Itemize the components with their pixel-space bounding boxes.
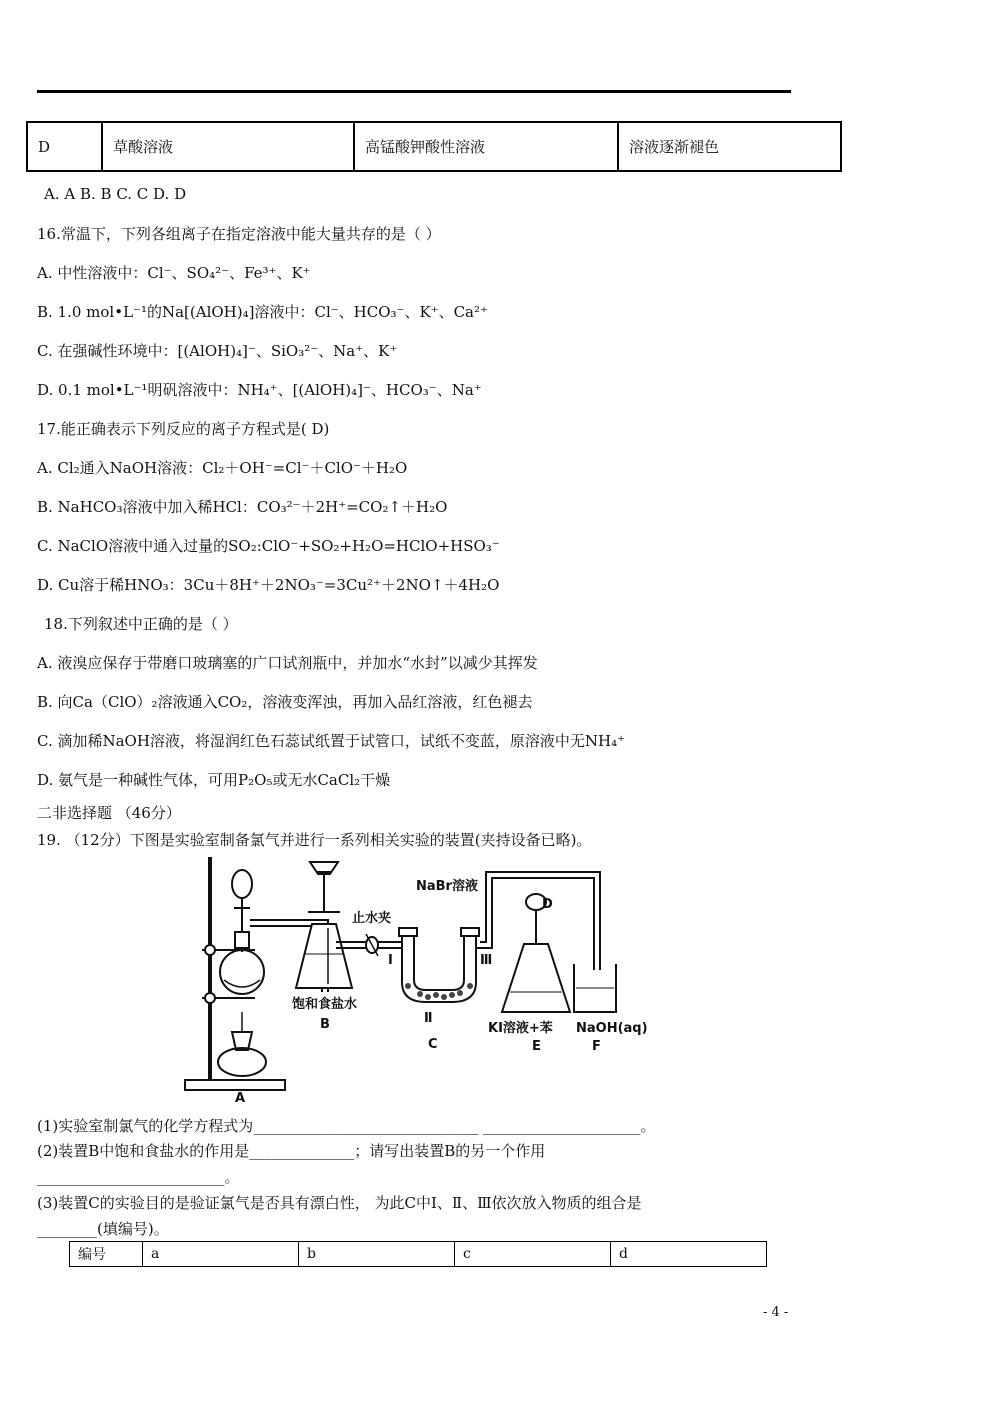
label-c3: Ⅲ: [480, 953, 493, 968]
q17-option-b: B. NaHCO₃溶液中加入稀HCl：CO₃²⁻＋2H⁺=CO₂↑＋H₂O: [37, 498, 448, 516]
apparatus-figure: [180, 852, 660, 1104]
label-b: B: [320, 1017, 330, 1032]
q19-stem: 19. （12分）下图是实验室制备氯气并进行一系列相关实验的装置(夹持设备已略)。: [37, 831, 592, 849]
q18-option-b: B. 向Ca（ClO）₂溶液通入CO₂，溶液变浑浊，再加入品红溶液，红色褪去: [37, 693, 533, 711]
q18-option-d: D. 氨气是一种碱性气体，可用P₂O₅或无水CaCl₂干燥: [37, 771, 391, 789]
q17-option-a: A. Cl₂通入NaOH溶液：Cl₂＋OH⁻=Cl⁻＋ClO⁻＋H₂O: [37, 459, 408, 477]
table-cell: c: [455, 1242, 611, 1267]
label-e-solution: KI溶液+苯: [488, 1021, 553, 1036]
table-cell: b: [299, 1242, 455, 1267]
q19-part3: (3)装置C的实验目的是验证氯气是否具有漂白性， 为此C中Ⅰ、Ⅱ、Ⅲ依次放入物质的组合是: [37, 1194, 642, 1212]
label-d: D: [542, 897, 553, 912]
table-row: [70, 1242, 767, 1267]
q18-option-a: A. 液溴应保存于带磨口玻璃塞的广口试剂瓶中，并加水“水封”以减少其挥发: [37, 654, 538, 672]
combination-table: [69, 1241, 767, 1267]
table-cell: 溶液逐渐褪色: [618, 122, 841, 171]
q17-option-c: C. NaClO溶液中通入过量的SO₂:ClO⁻+SO₂+H₂O=HClO+HSO₃⁻: [37, 537, 500, 555]
table-cell: D: [27, 122, 102, 171]
option-table: [26, 121, 842, 172]
label-b-solution: 饱和食盐水: [292, 997, 358, 1012]
label-f: F: [592, 1039, 601, 1054]
label-clamp: 止水夹: [352, 911, 392, 926]
q17-option-d: D. Cu溶于稀HNO₃：3Cu＋8H⁺＋2NO₃⁻=3Cu²⁺＋2NO↑＋4H₂O: [37, 576, 500, 594]
q16-option-d: D. 0.1 mol•L⁻¹明矾溶液中：NH₄⁺、[(AlOH)₄]⁻、HCO₃⁻、Na⁺: [37, 381, 482, 399]
table-cell: 草酸溶液: [102, 122, 354, 171]
table-row: [27, 122, 841, 171]
label-c1: Ⅰ: [388, 953, 393, 968]
label-f-solution: NaOH(aq): [576, 1021, 648, 1036]
q16-option-c: C. 在强碱性环境中：[(AlOH)₄]⁻、SiO₃²⁻、Na⁺、K⁺: [37, 342, 398, 360]
label-c: C: [428, 1037, 438, 1052]
q19-part1: (1)实验室制氯气的化学方程式为______________________________ _____________________。: [37, 1117, 656, 1135]
q17-stem: 17.能正确表示下列反应的离子方程式是( D): [37, 420, 330, 438]
q19-part2-blank: _________________________。: [37, 1168, 240, 1186]
q15-choices: A. A B. B C. C D. D: [44, 185, 187, 203]
q16-stem: 16.常温下，下列各组离子在指定溶液中能大量共存的是（ ）: [37, 225, 441, 243]
label-a: A: [235, 1091, 246, 1104]
table-cell: 高锰酸钾酸性溶液: [354, 122, 618, 171]
section-heading: 二非选择题 （46分）: [37, 804, 181, 822]
table-cell: d: [611, 1242, 767, 1267]
header-rule: [37, 90, 791, 93]
q18-stem: 18.下列叙述中正确的是（ ）: [44, 615, 238, 633]
page-number: - 4 -: [763, 1305, 789, 1320]
label-nabr: NaBr溶液: [416, 879, 478, 894]
label-c2: Ⅱ: [424, 1011, 433, 1026]
q16-option-a: A. 中性溶液中：Cl⁻、SO₄²⁻、Fe³⁺、K⁺: [37, 264, 311, 282]
q18-option-c: C. 滴加稀NaOH溶液，将湿润红色石蕊试纸置于试管口，试纸不变蓝，原溶液中无NH₄⁺: [37, 732, 626, 750]
table-cell: a: [143, 1242, 299, 1267]
q19-part3-blank: ________(填编号)。: [37, 1220, 169, 1238]
q16-option-b: B. 1.0 mol•L⁻¹的Na[(AlOH)₄]溶液中：Cl⁻、HCO₃⁻、K⁺、Ca²⁺: [37, 303, 488, 321]
q19-part2: (2)装置B中饱和食盐水的作用是______________；请写出装置B的另一个作用: [37, 1142, 546, 1160]
table-cell: 编号: [70, 1242, 143, 1267]
label-e: E: [532, 1039, 541, 1054]
